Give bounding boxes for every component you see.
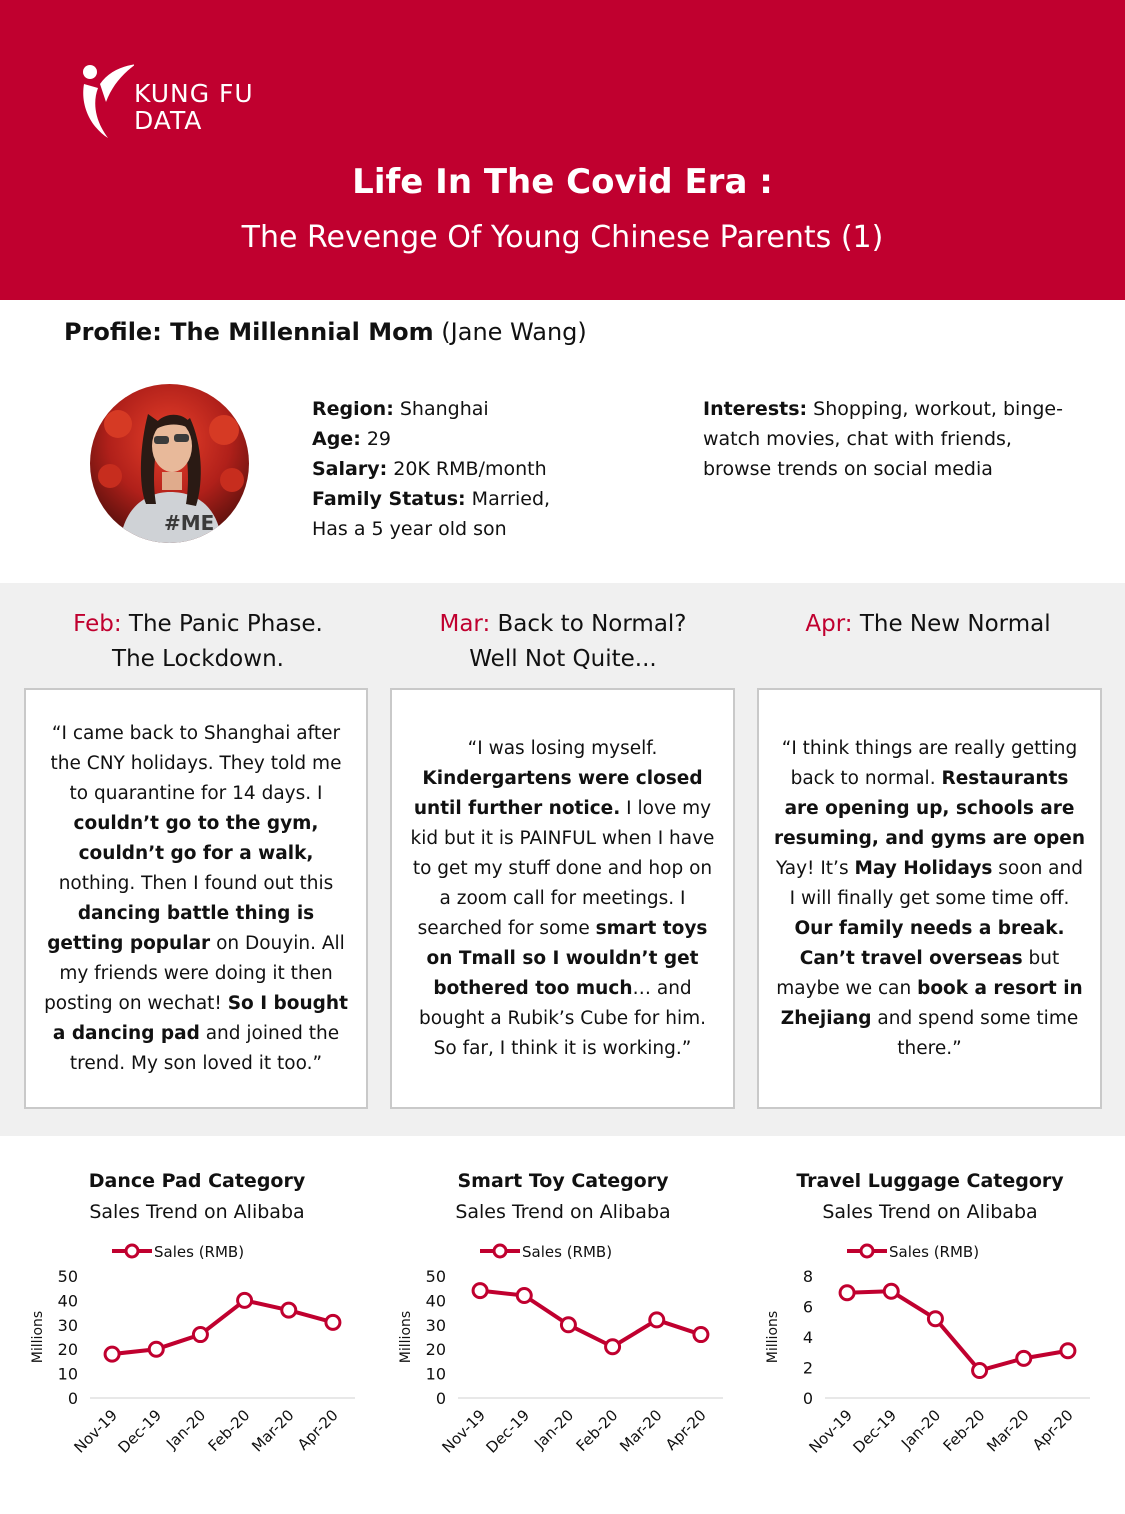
x-tick-label: Mar-20 bbox=[616, 1406, 666, 1456]
data-point bbox=[561, 1318, 575, 1332]
quote-mar-part: “I was losing myself. bbox=[467, 737, 658, 759]
y-tick-label: 40 bbox=[425, 1291, 446, 1311]
data-point bbox=[928, 1312, 942, 1326]
age-label: Age: bbox=[312, 428, 361, 450]
quote-feb-bold: dancing battle thing is getting popular bbox=[47, 902, 315, 954]
age-value: 29 bbox=[366, 428, 392, 450]
age-row bbox=[312, 424, 642, 454]
chart-smart-toy bbox=[388, 1236, 738, 1508]
quote-apr-bold: Restaurants are opening up, schools are resuming, and gyms are open bbox=[774, 767, 1085, 849]
profile-heading-name: (Jane Wang) bbox=[441, 318, 587, 346]
chart-legend bbox=[480, 1243, 612, 1261]
quote-text-apr bbox=[773, 734, 1086, 1064]
y-tick-label: 20 bbox=[57, 1340, 78, 1360]
quote-feb-part: nothing. Then I found out this bbox=[58, 872, 334, 894]
interests-label: Interests: bbox=[703, 398, 808, 420]
profile-photo bbox=[90, 384, 249, 543]
y-axis-title: Millions bbox=[765, 1310, 781, 1364]
kung-fu-figure-icon bbox=[78, 62, 134, 142]
x-tick-label: Feb-20 bbox=[204, 1406, 254, 1455]
legend-label: Sales (RMB) bbox=[522, 1243, 613, 1261]
salary-row bbox=[312, 454, 642, 484]
quote-apr-bold: Our family needs a break. Can’t travel overseas bbox=[794, 917, 1065, 969]
phase-title-feb-2: The Lockdown. bbox=[112, 646, 284, 672]
x-tick-label: Apr-20 bbox=[294, 1406, 342, 1454]
x-tick-label: Nov-19 bbox=[805, 1406, 856, 1457]
data-point bbox=[694, 1328, 708, 1342]
logo-line-1: KUNG FU bbox=[134, 79, 254, 108]
quote-feb-part: and joined the trend. My son loved it too.” bbox=[69, 1022, 340, 1074]
quote-card-mar bbox=[390, 688, 735, 1109]
quote-apr-bold: May Holidays bbox=[854, 857, 993, 879]
y-tick-label: 40 bbox=[57, 1291, 78, 1311]
x-tick-label: Apr-20 bbox=[1029, 1406, 1077, 1454]
y-tick-label: 50 bbox=[425, 1267, 446, 1286]
legend-point-marker bbox=[861, 1245, 873, 1257]
avatar bbox=[90, 384, 249, 543]
quote-feb-bold: So I bought a dancing pad bbox=[52, 992, 348, 1044]
phase-month-mar: Mar: bbox=[439, 611, 491, 637]
data-point bbox=[650, 1313, 664, 1327]
family-value-1: Married, bbox=[471, 488, 551, 510]
quote-apr-part: but maybe we can bbox=[776, 947, 1060, 999]
header-banner bbox=[0, 0, 1125, 300]
region-label: Region: bbox=[312, 398, 394, 420]
kung-fu-data-logo bbox=[78, 62, 278, 142]
x-tick-label: Jan-20 bbox=[530, 1406, 578, 1453]
phase-month-apr: Apr: bbox=[805, 611, 853, 637]
series-line bbox=[112, 1300, 333, 1354]
quote-feb-bold: couldn’t go to the gym, couldn’t go for a walk, bbox=[73, 812, 319, 864]
y-tick-label: 30 bbox=[57, 1315, 78, 1335]
page-subtitle: The Revenge Of Young Chinese Parents (1) bbox=[241, 220, 884, 255]
y-tick-label: 6 bbox=[802, 1297, 813, 1317]
page-title: Life In The Covid Era : bbox=[352, 162, 773, 202]
quote-feb-part: on Douyin. All my friends were doing it then posting on wechat! bbox=[44, 932, 345, 1014]
family-row bbox=[312, 484, 642, 514]
region-row bbox=[312, 394, 642, 424]
chart-travel-luggage bbox=[755, 1236, 1105, 1508]
x-tick-label: Nov-19 bbox=[438, 1406, 489, 1457]
interests-value-2: watch movies, chat with friends, bbox=[703, 428, 1012, 450]
legend-label: Sales (RMB) bbox=[154, 1243, 245, 1261]
data-point bbox=[473, 1284, 487, 1298]
phase-title-mar-1: Back to Normal? bbox=[497, 611, 687, 637]
interests-value-3: browse trends on social media bbox=[703, 458, 993, 480]
quote-apr-part: and spend some time there.” bbox=[871, 1007, 1079, 1059]
y-tick-label: 8 bbox=[802, 1267, 813, 1286]
quote-feb-part: “I came back to Shanghai after the CNY holidays. They told me to quarantine for 14 days. I bbox=[50, 722, 342, 804]
chart-legend bbox=[112, 1243, 244, 1261]
quote-card-apr bbox=[757, 688, 1102, 1109]
phase-heading-feb bbox=[28, 607, 368, 677]
svg-text:#ME: #ME bbox=[164, 511, 215, 535]
salary-label: Salary: bbox=[312, 458, 388, 480]
quote-card-feb bbox=[24, 688, 368, 1109]
quote-text-mar bbox=[406, 734, 719, 1064]
salary-value: 20K RMB/month bbox=[393, 458, 547, 480]
y-tick-label: 0 bbox=[435, 1389, 446, 1408]
data-point bbox=[884, 1284, 898, 1298]
profile-heading-bold: Profile: The Millennial Mom bbox=[64, 318, 434, 346]
y-tick-label: 20 bbox=[425, 1340, 446, 1360]
phase-heading-mar bbox=[393, 607, 733, 677]
x-tick-label: Apr-20 bbox=[662, 1406, 710, 1454]
region-value: Shanghai bbox=[399, 398, 489, 420]
x-tick-label: Dec-19 bbox=[849, 1406, 901, 1457]
chart-subtitle-travel-luggage: Sales Trend on Alibaba bbox=[822, 1201, 1038, 1223]
chart-subtitle-dance-pad: Sales Trend on Alibaba bbox=[89, 1201, 305, 1223]
y-tick-label: 10 bbox=[425, 1364, 446, 1384]
chart-subtitle-smart-toy: Sales Trend on Alibaba bbox=[455, 1201, 671, 1223]
y-axis-title: Millions bbox=[398, 1310, 414, 1364]
data-point bbox=[973, 1364, 987, 1378]
data-point bbox=[149, 1342, 163, 1356]
data-point bbox=[238, 1293, 252, 1307]
chart-dance-pad bbox=[20, 1236, 370, 1508]
chart-title-dance-pad: Dance Pad Category bbox=[88, 1170, 306, 1192]
profile-heading bbox=[64, 318, 587, 346]
family-row-2: Has a 5 year old son bbox=[312, 518, 507, 540]
quote-mar-bold: smart toys on Tmall so I wouldn’t get bothered too much bbox=[426, 917, 708, 999]
data-point bbox=[1017, 1351, 1031, 1365]
quote-apr-part: soon and I will finally get some time off. bbox=[789, 857, 1083, 909]
quote-text-feb bbox=[40, 719, 352, 1079]
data-point bbox=[282, 1303, 296, 1317]
legend-label: Sales (RMB) bbox=[889, 1243, 980, 1261]
quote-mar-bold: Kindergartens were closed until further notice. bbox=[413, 767, 703, 819]
x-tick-label: Feb-20 bbox=[572, 1406, 622, 1455]
y-axis-title: Millions bbox=[30, 1310, 46, 1364]
data-point bbox=[193, 1328, 207, 1342]
family-label: Family Status: bbox=[312, 488, 466, 510]
quote-apr-part: Yay! It’s bbox=[776, 857, 855, 879]
x-tick-label: Mar-20 bbox=[983, 1406, 1033, 1456]
phase-heading-apr bbox=[758, 607, 1098, 642]
logo-line-2: DATA bbox=[134, 106, 203, 135]
x-tick-label: Jan-20 bbox=[897, 1406, 945, 1453]
data-point bbox=[326, 1315, 340, 1329]
series-line bbox=[480, 1291, 701, 1347]
phase-title-mar-2: Well Not Quite... bbox=[469, 646, 657, 672]
x-tick-label: Dec-19 bbox=[482, 1406, 534, 1457]
profile-interests bbox=[703, 394, 1083, 484]
chart-legend bbox=[847, 1243, 979, 1261]
y-tick-label: 4 bbox=[802, 1328, 813, 1347]
y-tick-label: 50 bbox=[57, 1267, 78, 1286]
quote-mar-part: So far, I think it is working.” bbox=[433, 1037, 692, 1059]
chart-title-smart-toy: Smart Toy Category bbox=[457, 1170, 669, 1192]
series-line bbox=[847, 1291, 1068, 1370]
quote-mar-part: … and bought a Rubik’s Cube for him. bbox=[418, 977, 707, 1029]
x-tick-label: Dec-19 bbox=[114, 1406, 166, 1457]
data-point bbox=[606, 1340, 620, 1354]
y-tick-label: 2 bbox=[802, 1358, 813, 1378]
y-tick-label: 0 bbox=[67, 1389, 78, 1408]
data-point bbox=[1061, 1344, 1075, 1358]
logo-text bbox=[134, 80, 254, 134]
data-point bbox=[840, 1286, 854, 1300]
quote-apr-bold: book a resort in Zhejiang bbox=[780, 977, 1083, 1029]
x-tick-label: Feb-20 bbox=[939, 1406, 989, 1455]
data-point bbox=[517, 1289, 531, 1303]
y-tick-label: 0 bbox=[802, 1389, 813, 1408]
phase-title-feb-1: The Panic Phase. bbox=[128, 611, 323, 637]
interests-value-1: Shopping, workout, binge- bbox=[813, 398, 1063, 420]
phase-title-apr-1: The New Normal bbox=[859, 611, 1051, 637]
x-tick-label: Nov-19 bbox=[70, 1406, 121, 1457]
quote-mar-part: I love my kid but it is PAINFUL when I have to get my stuff done and hop on a zoom call for meetings. I searched for some bbox=[410, 797, 715, 939]
legend-point-marker bbox=[126, 1245, 138, 1257]
phase-month-feb: Feb: bbox=[73, 611, 122, 637]
quote-apr-part: “I think things are really getting back to normal. bbox=[781, 737, 1078, 789]
chart-title-travel-luggage: Travel Luggage Category bbox=[796, 1170, 1064, 1192]
profile-details bbox=[312, 394, 642, 544]
data-point bbox=[105, 1347, 119, 1361]
legend-point-marker bbox=[494, 1245, 506, 1257]
y-tick-label: 30 bbox=[425, 1315, 446, 1335]
interests-row bbox=[703, 394, 1083, 424]
y-tick-label: 10 bbox=[57, 1364, 78, 1384]
x-tick-label: Jan-20 bbox=[162, 1406, 210, 1453]
x-tick-label: Mar-20 bbox=[248, 1406, 298, 1456]
